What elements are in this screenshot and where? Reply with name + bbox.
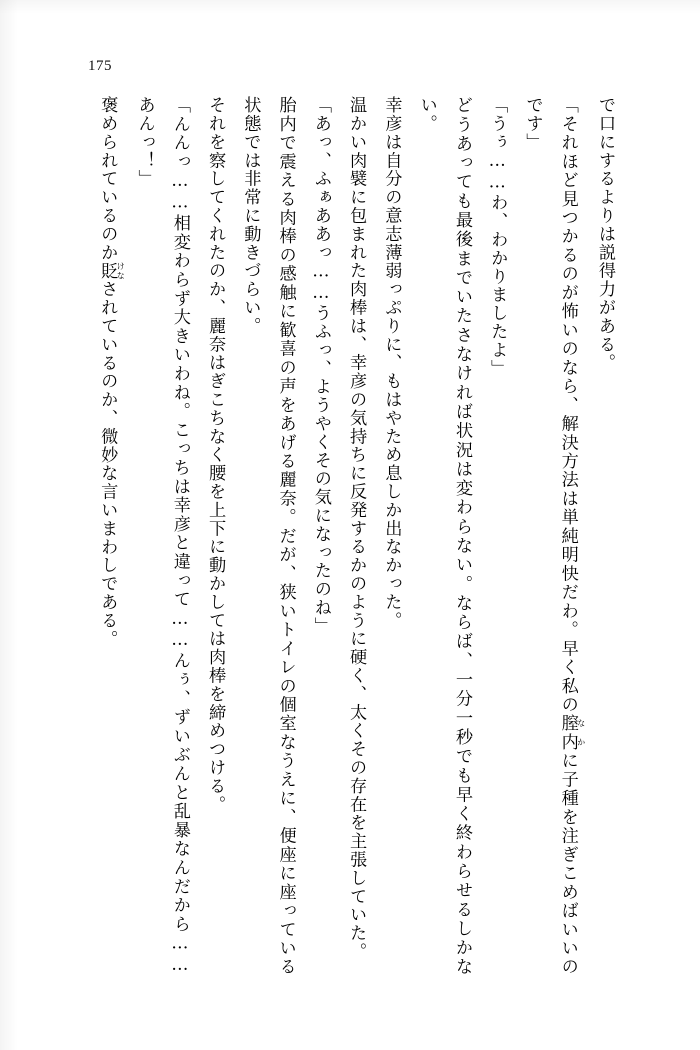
paragraph-2: 「それほど見つかるのが怖いのなら、解決方法は単純明快だわ。早く私の膣内 なかに子種を注ぎこめばいいのです」 [522,96,587,976]
paragraph-10 [126,96,197,976]
ruby-nakа: 膣内 なか [557,714,587,752]
paragraph-5 [373,96,408,976]
paragraph-8 [232,96,303,976]
paragraph-text: で口にするよりは説得力がある。 [595,96,615,372]
paragraph-text: 「うぅ……わ、わかりましたよ」 [487,96,508,378]
page-edge-shadow-left [0,0,18,1050]
paragraph-6 [338,96,373,976]
page-body-text [60,96,622,976]
paragraph-text: どうあっても最後までいたさなければ状況は変わらない。ならば、一分一秒でも早く終わらせるしかない。 [416,96,472,976]
paragraph-text: 「あっ、ふぁああっ……うふっ、ようやくその気になったのね」 [310,96,331,636]
paragraph-text: 胎内で震える肉棒の感触に歓喜の声をあげる麗奈。だが、狭いトイレの個室なうえに、便座に座っている状態では非常に動きづらい。 [240,96,296,976]
paragraph-7 [303,96,338,976]
paragraph-text: 幸彦は自分の意志薄弱っぷりに、もはやため息しか出なかった。 [381,96,402,630]
page-edge-shadow-top [0,0,700,14]
page-number: 175 [88,58,112,74]
paragraph-1 [587,96,622,976]
paragraph-text: それを察してくれたのか、麗奈はぎこちなく腰を上下に動かしては肉棒を締めつける。 [205,96,226,814]
paragraph-11: 褒められているのか貶 けなされているのか、微妙な言いまわしである。 [97,96,127,649]
paragraph-9 [197,96,232,976]
paragraph-4 [408,96,479,976]
paragraph-3 [479,96,514,976]
paragraph-text: 温かい肉襞に包まれた肉棒は、幸彦の気持ちに反発するかのように硬く、太くその存在を主張していた。 [346,96,367,961]
paragraph-text: 「んんっ……相変わらず大きいわね。こっちは幸彦と違って……んぅ、ずいぶんと乱暴なんだから……あんっ！」 [134,96,190,976]
ruby-reading: けな [116,261,127,281]
ruby-reading: なか [576,714,587,752]
ruby-kena: 貶 けな [97,261,127,281]
